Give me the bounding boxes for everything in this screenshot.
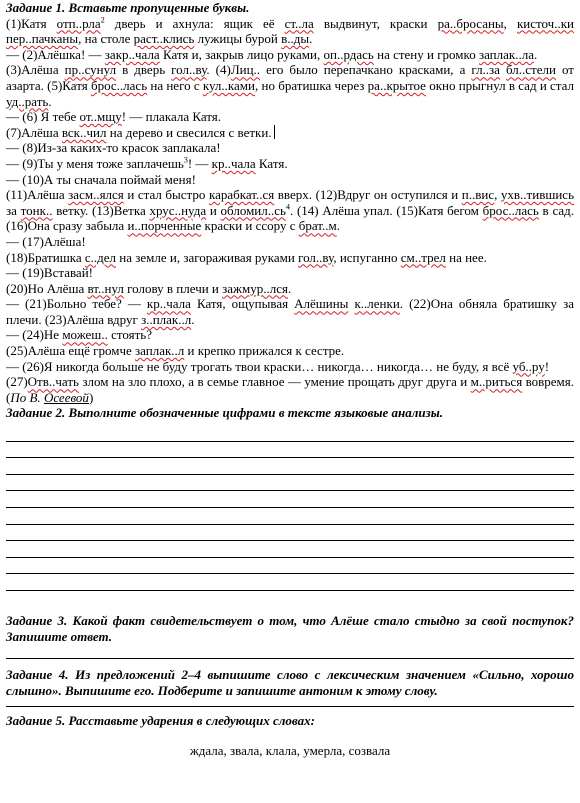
task1-heading: Задание 1. Вставьте пропущенные буквы. [6, 0, 250, 15]
task2-heading: Задание 2. Выполните обозначенные цифрами в тексте языковые анализы. [6, 405, 443, 421]
sentence-11-16: (11)Алёша засм..ялся и стал быстро карабкат..ся вверх. (12)Вдруг он оступился и п..вис, ухв..тившись за тонк.. ветку. (13)Ветка хрус..нуда и $обломил..сь^4$. (14) Алёша упал. (15)Катя бегом брос..лась в сад. (16)Она сразу забыла и..порченные краски и ссору с брат..м. [6, 187, 575, 234]
answer-line[interactable] [6, 574, 574, 591]
answer-lines-task2 [6, 425, 574, 591]
sentence-10: — (10)А ты сначала поймай меня! [6, 171, 196, 187]
sentence-26: — (26)Я никогда больше не буду трогать твои краски… никогда… никогда… не буду, я всё уб..ру! [6, 358, 550, 374]
task4-heading: Задание 4. Из предложений 2–4 выпишите слово с лексическим значением «Сильно, хорошо слышно». Выпишите его. Подберите и запишите антоним к этому слову. [6, 667, 574, 698]
sentence-25: (25)Алёша ещё громче заплак..л и крепко прижался к сестре. [6, 343, 345, 359]
answer-line[interactable] [6, 525, 574, 542]
answer-line[interactable] [6, 508, 574, 525]
sentence-2: — (2)Алёшка! — закр..чала Катя и, закрыв лицо руками, оп..рдась на стену и громко заплак..ла. [6, 46, 538, 62]
sentence-21-23: — (21)Больно тебе? — кр..чала Катя, ощупывая Алёшины к..ленки. (22)Она обняла братишку за плечи. (23)Алёша вдруг з..плак..л. [6, 296, 574, 327]
answer-line[interactable] [6, 475, 574, 492]
sentence-6: — (6) Я тебе от..мщу! — плакала Катя. [6, 109, 222, 125]
sentence-7: (7)Алёша вск..чил на дерево и свесился с ветки. [6, 125, 574, 141]
sentence-24: — (24)Не можеш.. стоять? [6, 327, 152, 343]
sentence-9: — (9)Ты у меня тоже заплачешь$^3$! — кр..чала Катя. [6, 155, 288, 171]
sentence-1: (1)Катя отп..рла$^2$ дверь и ахнула: ящик её ст..ла выдвинут, краски ра..бросаны, кисточ..ки пер..пачканы, на столе раст..клись лужицы бурой в..ды. [6, 15, 574, 47]
stress-words: ждала, звала, клала, умерла, созвала [189, 742, 391, 758]
sentence-18: (18)Братишка с..дел на земле и, загораживая руками гол..ву, испуганно см..трел на нее. [6, 249, 487, 265]
answer-line[interactable] [6, 458, 574, 475]
sentence-20: (20)Но Алёша вт..нул голову в плечи и зажмур..лся. [6, 280, 292, 296]
answer-line[interactable] [6, 425, 574, 442]
sentence-8: — (8)Из-за каких-то красок заплакала! [6, 140, 221, 156]
sentence-3-5: (3)Алёша пр..сунул в дверь гол..ву. (4)Лиц.. его было перепачкано красками, а гл..за бл..стели от азарта. (5)Катя брос..лась на него с кул..ками, но братишка через ра..крытое окно прыгнул в сад и стал уд..рать. [6, 62, 575, 109]
text-cursor [274, 125, 275, 139]
answer-line-task3[interactable] [6, 644, 574, 659]
answer-line[interactable] [6, 558, 574, 575]
sentence-27: (27)Отв..чать злом на зло плохо, а в семье главное — умение прощать друг друга и м..риться вовремя. (По В. Осеевой) [6, 374, 575, 405]
sentence-17: — (17)Алёша! [6, 233, 86, 249]
answer-line[interactable] [6, 541, 574, 558]
task3-heading: Задание 3. Какой факт свидетельствует о том, что Алёше стало стыдно за свой поступок? Запишите ответ. [6, 612, 574, 644]
answer-line[interactable] [6, 442, 574, 459]
sentence-19: — (19)Вставай! [6, 265, 93, 281]
task5-heading: Задание 5. Расставьте ударения в следующих словах: [6, 713, 315, 729]
answer-line[interactable] [6, 491, 574, 508]
answer-line-task4[interactable] [6, 698, 574, 707]
